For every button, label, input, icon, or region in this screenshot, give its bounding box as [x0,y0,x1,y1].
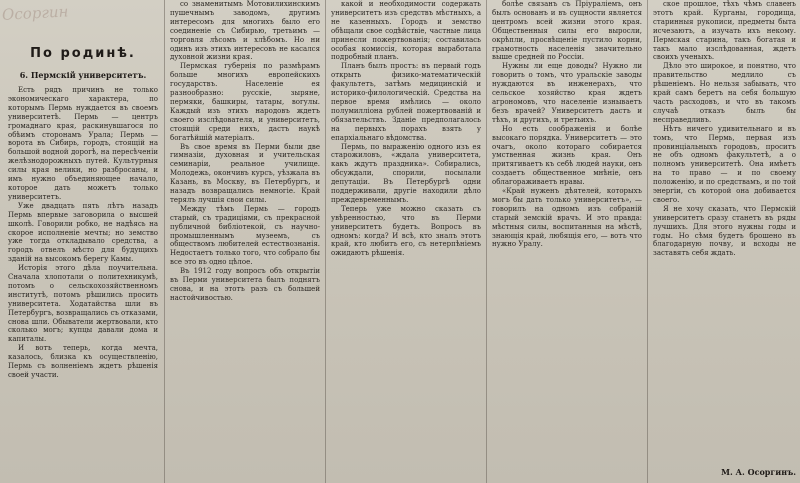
paragraph: ское прошлое, тѣхъ чѣмъ славенъ этотъ край. Курганы, городища, старинныя рукописи, предметы быта исчезаютъ, а изучать ихъ некому. Пермская старина, такъ богатая и такъ мало изслѣдованная, ждетъ своихъ ученыхъ. [653,0,796,62]
paragraph: Исторія этого дѣла поучительна. Сначала хлопотали о политехникумѣ, потомъ о сельскохозяйственномъ институтѣ, потомъ рѣшились просить университета. Ходатайства шли въ Петербургъ, возвращались съ отказами, снова шли. Обыватели жертвовали, кто сколько могъ; купцы давали дома и капиталы. [8,264,158,344]
paragraph: Уже двадцать пять лѣтъ назадъ Пермь впервые заговорила о высшей школѣ. Говорили робко, не надѣясь на скорое исполненіе мечты; но земство уже тогда откладывало средства, а городъ отвелъ мѣсто для будущихъ зданій на высокомъ берегу Камы. [8,201,158,264]
article-headline: По родинѣ. [30,46,136,61]
article-author: М. А. Осоргинъ. [721,467,796,477]
paragraph: болѣе связанъ съ Пріураліемъ, онъ былъ основанъ и въ сущности является центромъ всей жизни этого края. Общественныя силы его выросли, окрѣпли, просвѣщеніе пустило корни, грамотность населенія значительно выше средней по Россіи. [492,0,642,62]
text-column-2 [170,0,320,483]
ownership-stamp: Осоргин [1,2,69,24]
paragraph: какой и необходимости содержать университетъ изъ средствъ мѣстныхъ, а не казенныхъ. Городъ и земство обѣщали свое содѣйствіе, частные лица принесли пожертвованія; составилась особая комиссія, которая выработала подробный планъ. [331,0,481,62]
paragraph: Есть рядъ причинъ не только экономическаго характера, по которымъ Пермь нуждается въ своемъ университетѣ. Пермь — центръ громаднаго края, раскинувшагося по обѣимъ сторонамъ Урала; Пермь — ворота въ Сибирь, городъ, стоящій на большой водной дорогѣ, на пересѣченіи желѣзнодорожныхъ путей. Культурныя силы края велики, но разбросаны, и имъ нужно объединяющее начало, которое дать можетъ только университетъ. [8,86,158,201]
text-column-5 [653,0,796,460]
text-column-3 [331,0,481,483]
paragraph: «Край нуженъ дѣятелей, которыхъ могъ бы дать только университетъ», — говорилъ на одномъ изъ собраній старый земскій врачъ. И это правда: мѣстныя силы, воспитанныя на мѣстѣ, знающія край, любящія его, — вотъ что нужно Уралу. [492,187,642,249]
paragraph: Теперь уже можно сказать съ увѣренностью, что въ Перми университетъ будетъ. Вопросъ въ одномъ: когда? И всѣ, кто зналъ этотъ край, кто любитъ его, съ нетерпѣніемъ ожидаютъ рѣшенія. [331,204,481,258]
column-rule [647,0,648,483]
paragraph: Пермская губернія по размѣрамъ больше многихъ европейскихъ государствъ. Населеніе ея разнообразно: русскіе, зыряне, пермяки, башкиры, татары, вогулы. Каждый изъ этихъ народовъ ждетъ своего изслѣдователя, и университетъ, стоящій среди нихъ, дастъ наукѣ богатѣйшій матеріалъ. [170,62,320,142]
paragraph: Я не хочу сказать, что Пермскій университетъ сразу станетъ въ ряды лучшихъ. Для этого нужны годы и годы. Но сѣмя будетъ брошено въ благодарную почву, и всходы не заставятъ себя ждать. [653,204,796,258]
paragraph: Нужны ли еще доводы? Нужно ли говорить о томъ, что уральскіе заводы нуждаются въ инженерахъ, что сельское хозяйство края ждетъ агрономовъ, что населеніе изнываетъ безъ врачей? Университетъ дастъ и тѣхъ, и другихъ, и третьихъ. [492,62,642,124]
column-rule [486,0,487,483]
text-column-4 [492,0,642,483]
column-rule [325,0,326,483]
paragraph: Нѣтъ ничего удивительнаго и въ томъ, что Пермь, первая изъ провинціальныхъ городовъ, проситъ не объ одномъ факультетѣ, а о полномъ университетѣ. Она имѣетъ на то право — и по своему положенію, и по средствамъ, и по той энергіи, съ которой она добивается своего. [653,124,796,204]
paragraph: Пермь, по выраженію одного изъ ея старожиловъ, «ждала университета, какъ ждутъ праздника». Собирались, обсуждали, спорили, посылали депутаціи. Въ Петербургѣ одни поддерживали, другіе находили дѣло преждевременнымъ. [331,142,481,204]
paragraph: Въ свое время въ Перми были две гимназіи, духовная и учительская семинаріи, реальное училище. Молодежь, окончивъ курсъ, уѣзжала въ Казань, въ Москву, въ Петербургъ, и назадъ возвращались немногіе. Край терялъ лучшія свои силы. [170,142,320,204]
paragraph: И вотъ теперь, когда мечта, казалось, близка къ осуществленію, Пермь съ волненіемъ ждетъ рѣшенія своей участи. [8,344,158,379]
article-subheadline: 6. Пермскій университетъ. [19,70,147,80]
paragraph: Между тѣмъ Пермь — городъ старый, съ традиціями, съ прекрасной публичной библіотекой, съ научно-промышленнымъ музеемъ, съ обществомъ любителей естествознанія. Недостаетъ только того, что собрало бы все это въ одно цѣлое. [170,204,320,267]
paragraph: Дѣло это широкое, и понятно, что правительство медлило съ рѣшеніемъ. Но нельзя забывать, что край самъ беретъ на себя большую часть расходовъ, и что въ такомъ случаѣ отказъ былъ бы несправедливъ. [653,62,796,124]
paragraph: Въ 1912 году вопросъ объ открытіи въ Перми университета былъ поднятъ снова, и на этотъ разъ съ большей настойчивостью. [170,267,320,302]
paragraph: Планъ былъ простъ: въ первый годъ открыть физико-математическій факультетъ, затѣмъ медицинскій и историко-филологическій. Средства на первое время имѣлись — около полумилліона рублей пожертвованій и обязательствъ. Зданіе предполагалось на первыхъ порахъ взять у епархіальнаго вѣдомства. [331,62,481,142]
text-column-1 [8,86,158,483]
column-rule [164,0,165,483]
paragraph: со знаменитымъ Мотовилихинскимъ пушечнымъ заводомъ, другимъ интересомъ для многихъ было его соединеніе съ Сибирью, третьимъ — торговля лѣсомъ и хлѣбомъ. Но ни одинъ изъ этихъ интересовъ не касался духовной жизни края. [170,0,320,62]
paragraph: Но есть соображенія и болѣе высокаго порядка. Университетъ — это очагъ, около котораго собирается умственная жизнь края. Онъ притягиваетъ къ себѣ людей науки, онъ создаетъ общественное мнѣніе, онъ облагораживаетъ нравы. [492,124,642,187]
